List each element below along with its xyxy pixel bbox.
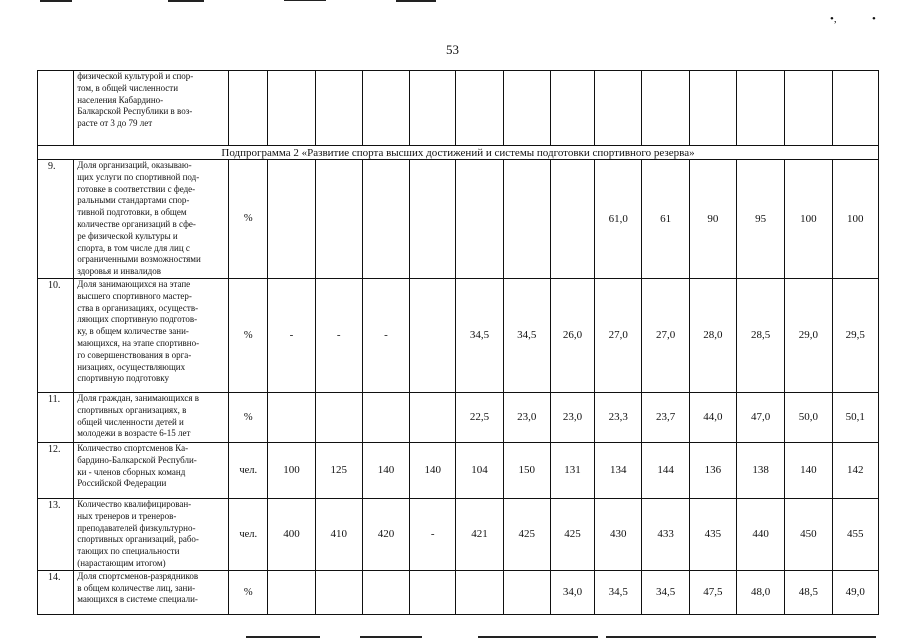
indicators-table: [37, 70, 879, 615]
value-cell: 61,0: [595, 160, 642, 279]
row-number: 10.: [38, 278, 74, 392]
scan-mark-bottom: [246, 636, 320, 638]
value-cell: [642, 71, 689, 146]
scan-mark-top: [40, 0, 72, 2]
value-cell: 421: [456, 498, 503, 570]
value-cell: [785, 71, 832, 146]
row-number: [38, 71, 74, 146]
indicator-description: Количество спортсменов Ка- бардино-Балкарской Республи- ки - членов сборных команд Российской Федерации: [74, 442, 229, 498]
value-cell: 100: [268, 442, 315, 498]
value-cell: 47,5: [689, 570, 736, 614]
value-cell: 50,0: [785, 392, 832, 442]
value-cell: 440: [736, 498, 784, 570]
value-cell: 23,0: [503, 392, 550, 442]
table-row: [38, 278, 879, 392]
value-cell: [456, 160, 503, 279]
value-cell: [362, 570, 409, 614]
value-cell: 410: [315, 498, 362, 570]
value-cell: 134: [595, 442, 642, 498]
scan-mark-bottom: [606, 636, 876, 638]
scan-mark-bottom: [478, 636, 598, 638]
value-cell: [456, 71, 503, 146]
value-cell: 131: [550, 442, 594, 498]
value-cell: [736, 71, 784, 146]
value-cell: [268, 71, 315, 146]
value-cell: 29,0: [785, 278, 832, 392]
value-cell: [315, 71, 362, 146]
table-row: [38, 442, 879, 498]
value-cell: -: [268, 278, 315, 392]
value-cell: [410, 570, 456, 614]
value-cell: 140: [785, 442, 832, 498]
value-cell: 61: [642, 160, 689, 279]
value-cell: 433: [642, 498, 689, 570]
value-cell: 435: [689, 498, 736, 570]
value-cell: 22,5: [456, 392, 503, 442]
value-cell: 455: [832, 498, 878, 570]
value-cell: [362, 160, 409, 279]
indicator-description: Доля граждан, занимающихся в спортивных организациях, в общей численности детей и молодежи в возрасте 6-15 лет: [74, 392, 229, 442]
value-cell: [410, 160, 456, 279]
row-number: 11.: [38, 392, 74, 442]
unit-cell: %: [229, 570, 268, 614]
value-cell: 140: [362, 442, 409, 498]
value-cell: 34,5: [456, 278, 503, 392]
unit-cell: [229, 71, 268, 146]
value-cell: 136: [689, 442, 736, 498]
value-cell: [410, 392, 456, 442]
value-cell: 140: [410, 442, 456, 498]
value-cell: [689, 71, 736, 146]
value-cell: 425: [550, 498, 594, 570]
subprogram-row: [38, 146, 879, 160]
value-cell: [503, 71, 550, 146]
value-cell: [362, 392, 409, 442]
row-number: 9.: [38, 160, 74, 279]
value-cell: 50,1: [832, 392, 878, 442]
value-cell: [550, 71, 594, 146]
value-cell: [595, 71, 642, 146]
value-cell: [410, 278, 456, 392]
value-cell: 34,0: [550, 570, 594, 614]
value-cell: 48,5: [785, 570, 832, 614]
value-cell: 27,0: [642, 278, 689, 392]
value-cell: 26,0: [550, 278, 594, 392]
value-cell: 420: [362, 498, 409, 570]
value-cell: 34,5: [642, 570, 689, 614]
scan-mark-top: [168, 0, 204, 2]
value-cell: [315, 160, 362, 279]
value-cell: 142: [832, 442, 878, 498]
value-cell: 125: [315, 442, 362, 498]
value-cell: [315, 570, 362, 614]
table-row: [38, 498, 879, 570]
value-cell: 23,0: [550, 392, 594, 442]
value-cell: -: [410, 498, 456, 570]
indicator-description: физической культурой и спор- том, в общей численности населения Кабардино- Балкарской Республики в воз- расте от 3 до 79 лет: [74, 71, 229, 146]
value-cell: [550, 160, 594, 279]
value-cell: [456, 570, 503, 614]
indicator-description: Доля занимающихся на этапе высшего спортивного мастер- ства в организациях, осуществ- ляющих спортивную подготов- ку, в общем количестве зани- мающихся, на этапе спортивно- го совершенствования в орга- низациях, осуществляющих спортивную подготовку: [74, 278, 229, 392]
value-cell: 425: [503, 498, 550, 570]
value-cell: 138: [736, 442, 784, 498]
value-cell: 90: [689, 160, 736, 279]
unit-cell: чел.: [229, 442, 268, 498]
value-cell: 49,0: [832, 570, 878, 614]
indicator-description: Доля организаций, оказываю- щих услуги по спортивной под- готовке в соответствии с феде- ральными стандартами спор- тивной подготовки, в общем количестве организаций в сфе- ре физической культуры и спорта, в том числе для лиц с ограниченными возможностями здоровья и инвалидов: [74, 160, 229, 279]
value-cell: -: [362, 278, 409, 392]
scan-mark-top: [284, 0, 326, 1]
value-cell: 34,5: [503, 278, 550, 392]
value-cell: 95: [736, 160, 784, 279]
unit-cell: %: [229, 392, 268, 442]
value-cell: [315, 392, 362, 442]
value-cell: 450: [785, 498, 832, 570]
unit-cell: чел.: [229, 498, 268, 570]
indicator-description: Количество квалифицирован- ных тренеров и тренеров- преподавателей физкультурно- спортивных организаций, рабо- тающих по специальности (нарастающим итогом): [74, 498, 229, 570]
indicator-description: Доля спортсменов-разрядников в общем количестве лиц, зани- мающихся в системе специали-: [74, 570, 229, 614]
value-cell: 100: [832, 160, 878, 279]
value-cell: 28,5: [736, 278, 784, 392]
value-cell: [503, 160, 550, 279]
value-cell: 150: [503, 442, 550, 498]
value-cell: [362, 71, 409, 146]
value-cell: [268, 570, 315, 614]
scan-dot: •: [872, 13, 876, 25]
value-cell: 144: [642, 442, 689, 498]
unit-cell: %: [229, 160, 268, 279]
value-cell: 430: [595, 498, 642, 570]
value-cell: [268, 392, 315, 442]
scan-dot: •,: [830, 13, 837, 25]
value-cell: 400: [268, 498, 315, 570]
table-row: [38, 160, 879, 279]
unit-cell: %: [229, 278, 268, 392]
value-cell: [503, 570, 550, 614]
value-cell: 27,0: [595, 278, 642, 392]
value-cell: -: [315, 278, 362, 392]
row-number: 13.: [38, 498, 74, 570]
table-row: [38, 392, 879, 442]
value-cell: 23,3: [595, 392, 642, 442]
value-cell: 104: [456, 442, 503, 498]
value-cell: 48,0: [736, 570, 784, 614]
table-row: [38, 570, 879, 614]
value-cell: 44,0: [689, 392, 736, 442]
value-cell: [832, 71, 878, 146]
table-row: [38, 71, 879, 146]
scan-mark-bottom: [360, 636, 422, 638]
subprogram-heading: Подпрограмма 2 «Развитие спорта высших достижений и системы подготовки спортивного резерва»: [38, 146, 879, 160]
row-number: 12.: [38, 442, 74, 498]
value-cell: 23,7: [642, 392, 689, 442]
value-cell: [410, 71, 456, 146]
row-number: 14.: [38, 570, 74, 614]
value-cell: 100: [785, 160, 832, 279]
page-number: 53: [446, 42, 459, 57]
scan-mark-top: [396, 0, 436, 2]
value-cell: 29,5: [832, 278, 878, 392]
value-cell: 34,5: [595, 570, 642, 614]
value-cell: [268, 160, 315, 279]
value-cell: 47,0: [736, 392, 784, 442]
value-cell: 28,0: [689, 278, 736, 392]
table-body: [38, 71, 879, 615]
